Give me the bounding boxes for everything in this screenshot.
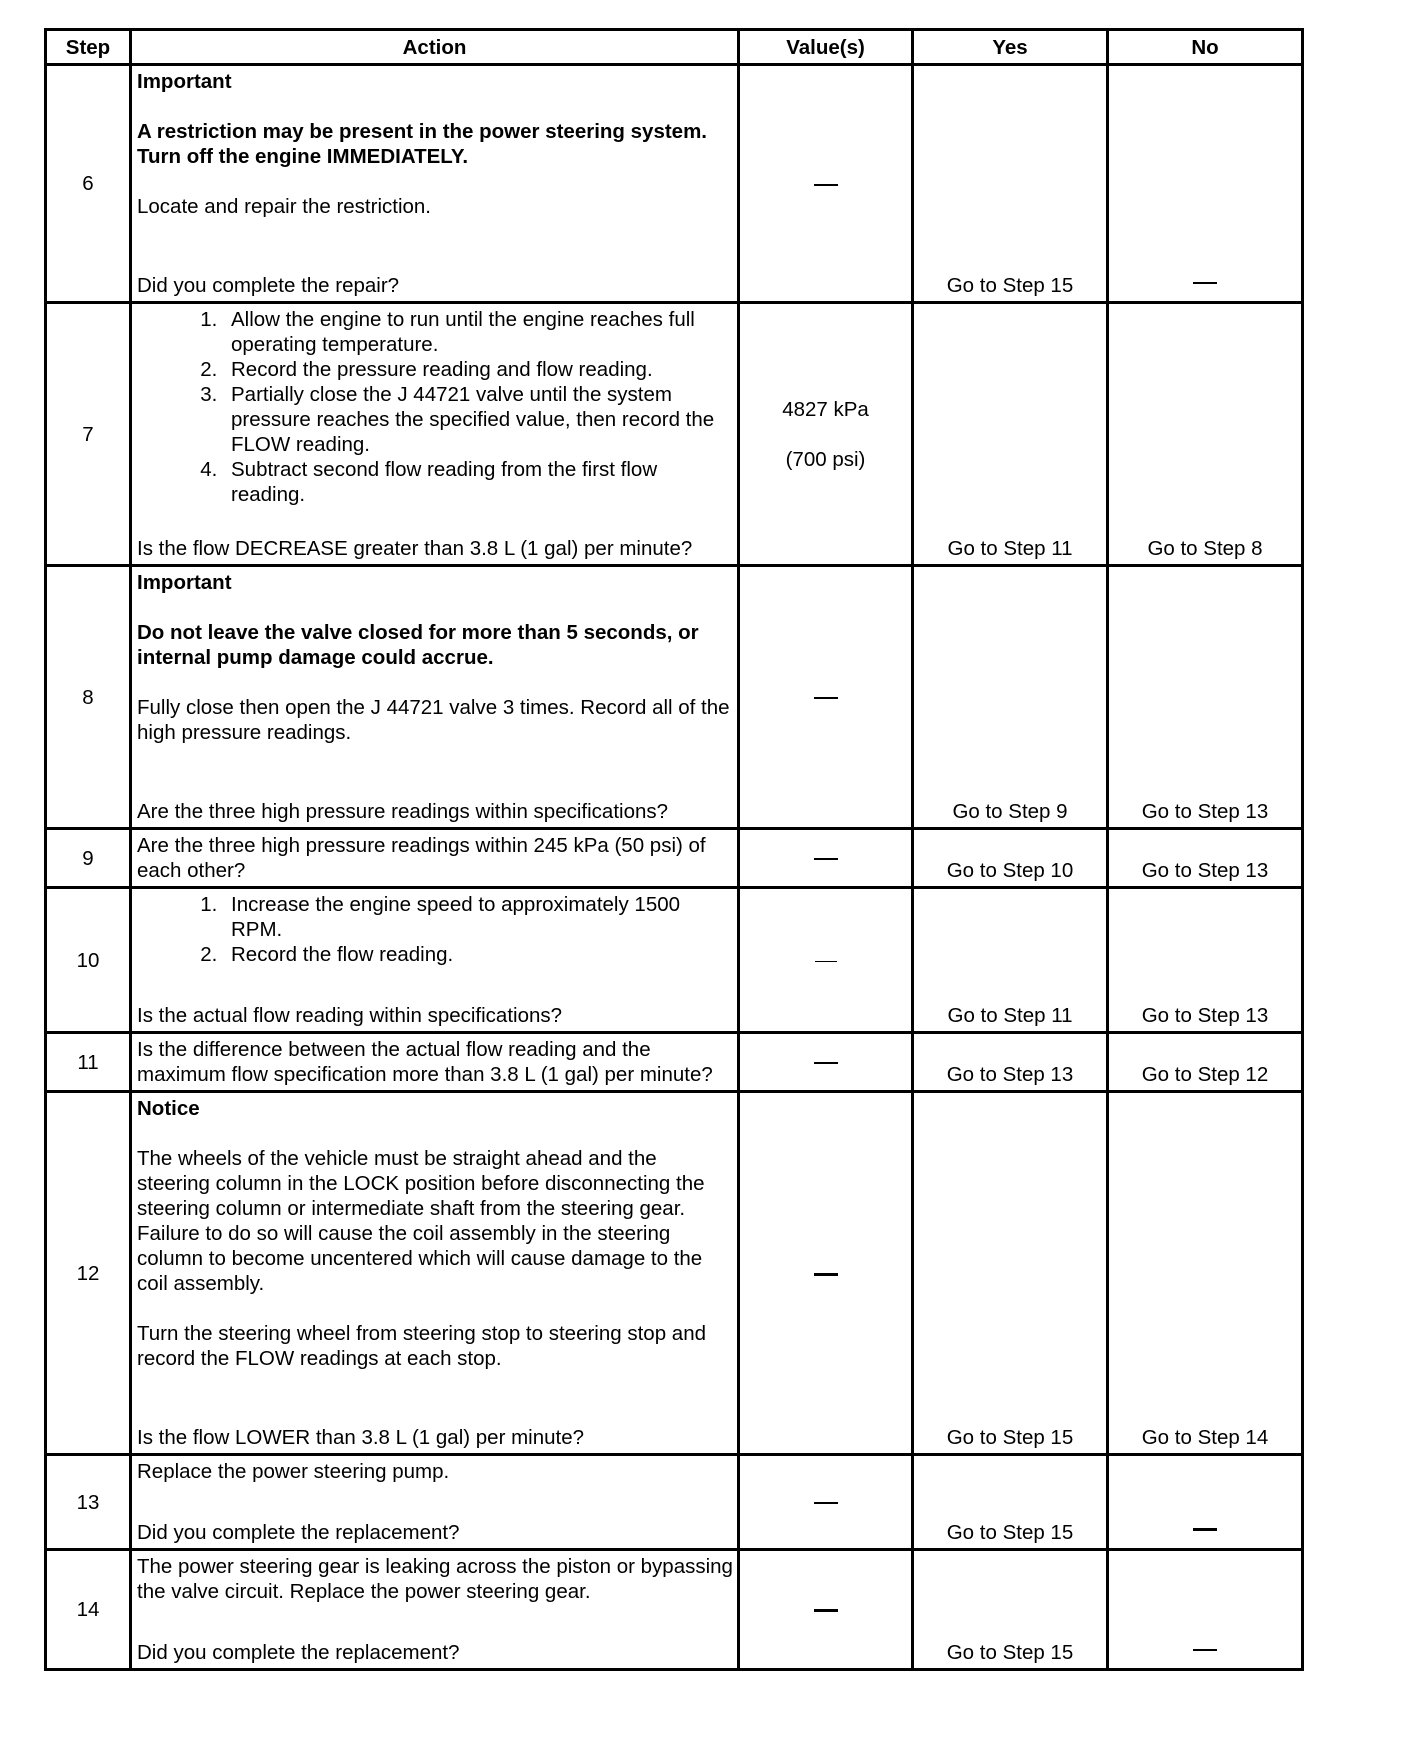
yes-cell: Go to Step 15 bbox=[913, 1455, 1108, 1550]
action-cell bbox=[131, 65, 739, 303]
value-cell bbox=[739, 65, 913, 303]
header-values: Value(s) bbox=[739, 30, 913, 65]
action-text: Replace the power steering pump. bbox=[137, 1460, 450, 1483]
action-steps-list bbox=[137, 307, 733, 507]
table-row bbox=[46, 888, 1303, 1033]
yes-cell: Go to Step 15 bbox=[913, 1550, 1108, 1670]
yes-cell: Go to Step 10 bbox=[913, 829, 1108, 888]
table-row bbox=[46, 566, 1303, 829]
header-action: Action bbox=[131, 30, 739, 65]
value-cell bbox=[739, 566, 913, 829]
table-row bbox=[46, 1092, 1303, 1455]
yes-cell: Go to Step 9 bbox=[913, 566, 1108, 829]
yes-cell: Go to Step 11 bbox=[913, 303, 1108, 566]
action-cell bbox=[131, 1455, 739, 1550]
no-cell: Go to Step 13 bbox=[1108, 829, 1303, 888]
step-number: 8 bbox=[46, 566, 131, 829]
no-dash bbox=[1193, 1528, 1217, 1531]
value-cell bbox=[739, 1033, 913, 1092]
action-cell bbox=[131, 1550, 739, 1670]
list-item: 2. Record the pressure reading and flow reading. bbox=[223, 357, 733, 382]
no-cell: Go to Step 13 bbox=[1108, 566, 1303, 829]
action-question: Is the flow DECREASE greater than 3.8 L (1 gal) per minute? bbox=[137, 537, 693, 560]
yes-cell: Go to Step 15 bbox=[913, 65, 1108, 303]
value-cell bbox=[739, 888, 913, 1033]
value-dash bbox=[814, 1273, 838, 1276]
action-steps-list bbox=[137, 892, 733, 967]
step-number: 6 bbox=[46, 65, 131, 303]
action-text: Turn the steering wheel from steering stop to steering stop and record the FLOW readings at each stop. bbox=[137, 1322, 706, 1370]
header-yes: Yes bbox=[913, 30, 1108, 65]
table-row bbox=[46, 1550, 1303, 1670]
value-dash bbox=[814, 697, 838, 699]
action-question: Is the difference between the actual flow reading and the maximum flow specification more than 3.8 L (1 gal) per minute? bbox=[137, 1038, 713, 1086]
action-text: The power steering gear is leaking across the piston or bypassing the valve circuit. Replace the power steering gear. bbox=[137, 1555, 733, 1603]
action-question: Did you complete the replacement? bbox=[137, 1641, 460, 1664]
important-label: Important bbox=[137, 571, 232, 594]
no-cell bbox=[1108, 1455, 1303, 1550]
value-cell bbox=[739, 829, 913, 888]
value-cell bbox=[739, 1092, 913, 1455]
value-imperial: (700 psi) bbox=[785, 447, 866, 471]
step-number: 11 bbox=[46, 1033, 131, 1092]
action-question: Are the three high pressure readings within specifications? bbox=[137, 800, 669, 823]
value-dash bbox=[814, 184, 838, 186]
no-cell: Go to Step 13 bbox=[1108, 888, 1303, 1033]
notice-label: Notice bbox=[137, 1097, 200, 1120]
table-row bbox=[46, 303, 1303, 566]
table-row bbox=[46, 1455, 1303, 1550]
action-cell bbox=[131, 1033, 739, 1092]
value-dash bbox=[815, 961, 837, 962]
action-question: Is the actual flow reading within specifications? bbox=[137, 1004, 563, 1027]
value-dash bbox=[814, 1062, 838, 1064]
table-header-row bbox=[46, 30, 1303, 65]
list-item: 3. Partially close the J 44721 valve until the system pressure reaches the specified value, then record the FLOW reading. bbox=[223, 382, 733, 457]
step-number: 7 bbox=[46, 303, 131, 566]
action-cell bbox=[131, 1092, 739, 1455]
list-item: 4. Subtract second flow reading from the first flow reading. bbox=[223, 457, 733, 507]
table-row bbox=[46, 1033, 1303, 1092]
value-dash bbox=[814, 858, 838, 860]
no-dash bbox=[1193, 282, 1217, 284]
yes-cell: Go to Step 11 bbox=[913, 888, 1108, 1033]
yes-cell: Go to Step 13 bbox=[913, 1033, 1108, 1092]
no-dash bbox=[1193, 1649, 1217, 1651]
action-text: Fully close then open the J 44721 valve 3 times. Record all of the high pressure readings. bbox=[137, 696, 730, 744]
list-item: 2. Record the flow reading. bbox=[223, 942, 733, 967]
value-cell bbox=[739, 1550, 913, 1670]
action-text: Locate and repair the restriction. bbox=[137, 195, 431, 218]
step-number: 13 bbox=[46, 1455, 131, 1550]
value-cell bbox=[739, 303, 913, 566]
value-cell bbox=[739, 1455, 913, 1550]
step-number: 14 bbox=[46, 1550, 131, 1670]
action-question: Did you complete the repair? bbox=[137, 274, 400, 297]
table-row bbox=[46, 829, 1303, 888]
notice-text: The wheels of the vehicle must be straight ahead and the steering column in the LOCK position before disconnecting the steering column or intermediate shaft from the steering gear. Failure to do so will cause the coil assembly in the steering column to become uncentered which will cause damage to the coil assembly. bbox=[137, 1147, 705, 1295]
action-question: Is the flow LOWER than 3.8 L (1 gal) per minute? bbox=[137, 1426, 585, 1449]
header-no: No bbox=[1108, 30, 1303, 65]
action-cell bbox=[131, 888, 739, 1033]
table-row bbox=[46, 65, 1303, 303]
action-question: Did you complete the replacement? bbox=[137, 1521, 460, 1544]
action-cell bbox=[131, 566, 739, 829]
value-dash bbox=[814, 1502, 838, 1504]
important-label: Important bbox=[137, 70, 232, 93]
no-cell: Go to Step 8 bbox=[1108, 303, 1303, 566]
action-question: Are the three high pressure readings within 245 kPa (50 psi) of each other? bbox=[137, 834, 706, 882]
value-dash bbox=[814, 1609, 838, 1612]
no-cell: Go to Step 14 bbox=[1108, 1092, 1303, 1455]
warning-text: A restriction may be present in the power steering system. Turn off the engine IMMEDIATELY. bbox=[137, 120, 707, 168]
no-cell bbox=[1108, 65, 1303, 303]
step-number: 9 bbox=[46, 829, 131, 888]
list-item: 1. Increase the engine speed to approximately 1500 RPM. bbox=[223, 892, 733, 942]
yes-cell: Go to Step 15 bbox=[913, 1092, 1108, 1455]
value-metric: 4827 kPa bbox=[782, 397, 869, 421]
diagnostic-table bbox=[44, 28, 1304, 1671]
no-cell bbox=[1108, 1550, 1303, 1670]
action-cell bbox=[131, 303, 739, 566]
step-number: 10 bbox=[46, 888, 131, 1033]
header-step: Step bbox=[46, 30, 131, 65]
list-item: 1. Allow the engine to run until the engine reaches full operating temperature. bbox=[223, 307, 733, 357]
warning-text: Do not leave the valve closed for more than 5 seconds, or internal pump damage could accrue. bbox=[137, 621, 699, 669]
action-cell bbox=[131, 829, 739, 888]
no-cell: Go to Step 12 bbox=[1108, 1033, 1303, 1092]
step-number: 12 bbox=[46, 1092, 131, 1455]
